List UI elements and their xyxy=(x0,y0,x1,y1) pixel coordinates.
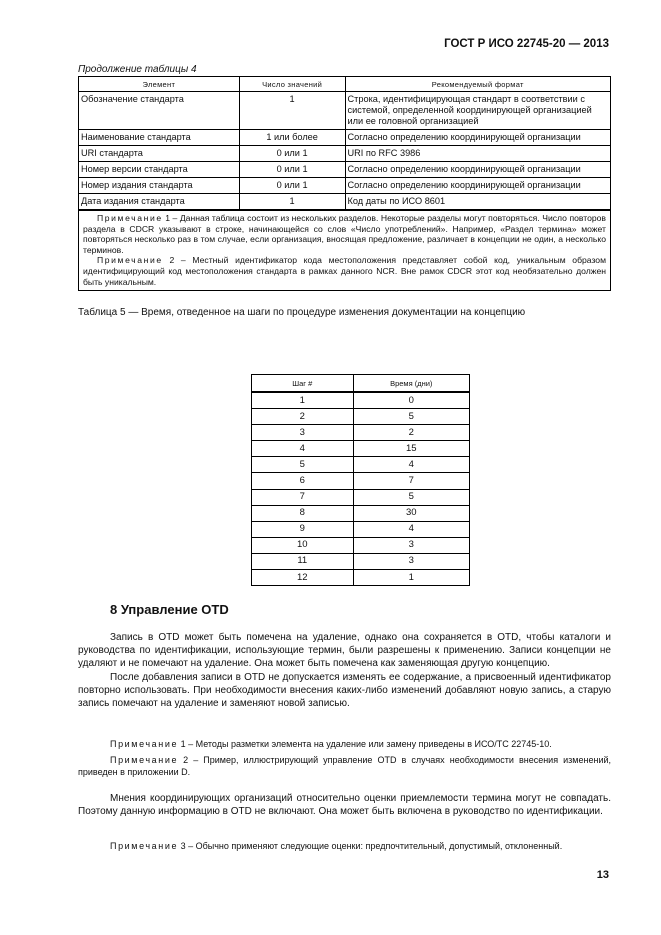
table-row xyxy=(252,521,470,537)
table4-col-element: Элемент xyxy=(79,77,240,92)
cell-count: 0 или 1 xyxy=(239,178,345,194)
cell-element: Номер версии стандарта xyxy=(79,162,240,178)
cell-step: 6 xyxy=(252,473,354,489)
table-row xyxy=(252,489,470,505)
section-8-note-3 xyxy=(78,840,611,852)
cell-format: Согласно определению координирующей организации xyxy=(345,178,610,194)
table-row xyxy=(79,130,611,146)
section-8-paragraphs-1 xyxy=(78,631,611,710)
paragraph: Запись в OTD может быть помечена на удаление, однако она сохраняется в OTD, чтобы каталоги и руководства по идентификации, использующие термин, были разрешены к применению. Записи концепции не удаляют и не помечают на удаление. Она может быть помечена как заменяющая другую концепцию. xyxy=(78,632,611,670)
table4-continuation-label: Продолжение таблицы 4 xyxy=(78,64,197,75)
table5-header-row xyxy=(252,375,470,393)
cell-element: Дата издания стандарта xyxy=(79,194,240,211)
section-8-paragraph-3 xyxy=(78,792,611,818)
note-text: 2 – Местный идентификатор кода местоположения представляет собой код, уникальным образом идентифицирующий код местоположения стандарта в рамках данного NCR. Вне рамок CDCR этот код необязательно должен быть уникальным. xyxy=(83,255,606,287)
cell-days: 7 xyxy=(353,473,469,489)
table4-col-count: Число значений xyxy=(239,77,345,92)
cell-step: 3 xyxy=(252,425,354,441)
table-row xyxy=(79,92,611,130)
table-row xyxy=(79,178,611,194)
note-1 xyxy=(78,738,611,750)
cell-days: 4 xyxy=(353,521,469,537)
cell-step: 8 xyxy=(252,505,354,521)
table4-col-format: Рекомендуемый формат xyxy=(345,77,610,92)
note-2 xyxy=(78,754,611,778)
table-row xyxy=(252,392,470,409)
table-row xyxy=(252,457,470,473)
cell-element: Обозначение стандарта xyxy=(79,92,240,130)
cell-count: 0 или 1 xyxy=(239,162,345,178)
cell-step: 7 xyxy=(252,489,354,505)
table-row xyxy=(252,409,470,425)
cell-count: 0 или 1 xyxy=(239,146,345,162)
section-8-title: 8 Управление OTD xyxy=(110,602,229,617)
table5-col-days: Время (дни) xyxy=(353,375,469,393)
table-row xyxy=(252,537,470,553)
table-row xyxy=(79,146,611,162)
table-row xyxy=(252,441,470,457)
cell-format: Согласно определению координирующей организации xyxy=(345,130,610,146)
note-text: 3 – Обычно применяют следующие оценки: предпочтительный, допустимый, отклоненный. xyxy=(178,841,563,851)
table-row xyxy=(252,473,470,489)
section-8-notes-1 xyxy=(78,738,611,778)
cell-days: 30 xyxy=(353,505,469,521)
cell-count: 1 xyxy=(239,194,345,211)
cell-days: 1 xyxy=(353,570,469,586)
table-4 xyxy=(78,76,611,291)
cell-step: 1 xyxy=(252,392,354,409)
cell-count: 1 xyxy=(239,92,345,130)
cell-format: Код даты по ИСО 8601 xyxy=(345,194,610,211)
table4-note-2 xyxy=(83,255,606,287)
cell-days: 15 xyxy=(353,441,469,457)
table-row xyxy=(252,570,470,586)
cell-days: 5 xyxy=(353,489,469,505)
note-text: 1 – Методы разметки элемента на удаление или замену приведены в ИСО/ТС 22745-10. xyxy=(178,739,552,749)
cell-element: URI стандарта xyxy=(79,146,240,162)
table-row xyxy=(252,553,470,569)
cell-step: 12 xyxy=(252,570,354,586)
table-row xyxy=(252,425,470,441)
cell-days: 5 xyxy=(353,409,469,425)
note-text: 1 – Данная таблица состоит из нескольких разделов. Некоторые разделы могут повторяться. Число повторов раздела в CDCR указывают в строке, начинающейся со слов «Число употреблений». Например, «Раздел термина» может повторяться несколько раз в том случае, если организация, вносящая предложение, различает в концепции не один, а несколько терминов. xyxy=(83,213,606,255)
cell-step: 2 xyxy=(252,409,354,425)
note-label: Примечание xyxy=(110,841,179,851)
cell-format: URI по RFC 3986 xyxy=(345,146,610,162)
table-5 xyxy=(251,374,470,586)
page-number: 13 xyxy=(596,869,609,881)
cell-step: 11 xyxy=(252,553,354,569)
document-header: ГОСТ Р ИСО 22745-20 — 2013 xyxy=(444,38,609,50)
cell-days: 0 xyxy=(353,392,469,409)
cell-count: 1 или более xyxy=(239,130,345,146)
table4-note-1 xyxy=(83,213,606,255)
table5-caption: Таблица 5 — Время, отведенное на шаги по процедуре изменения документации на концепцию xyxy=(78,307,526,318)
paragraph: После добавления записи в OTD не допускается изменять ее содержание, а присвоенный идентификатор повторно использовать. При необходимости внесения каких-либо изменений добавляют новую запись, а старую запись помечают на удаление и заменяют новой записью. xyxy=(78,671,611,710)
cell-days: 2 xyxy=(353,425,469,441)
table4-notes xyxy=(79,210,611,291)
paragraph: Мнения координирующих организаций относительно оценки приемлемости термина могут не совпадать. Поэтому данную информацию в OTD не включают. Она может быть включена в руководство по идентификации. xyxy=(78,793,611,818)
cell-step: 5 xyxy=(252,457,354,473)
cell-days: 3 xyxy=(353,553,469,569)
note-label: Примечание xyxy=(97,255,163,266)
cell-element: Номер издания стандарта xyxy=(79,178,240,194)
table-row xyxy=(252,505,470,521)
cell-days: 4 xyxy=(353,457,469,473)
cell-step: 4 xyxy=(252,441,354,457)
note-label: Примечание xyxy=(97,213,163,223)
table5-col-step: Шаг # xyxy=(252,375,354,393)
note-3 xyxy=(78,840,611,852)
cell-step: 10 xyxy=(252,537,354,553)
cell-format: Строка, идентифицирующая стандарт в соответствии с системой, определенной координирующей организацией или ее головной организацией xyxy=(345,92,610,130)
table4-notes-row xyxy=(79,210,611,291)
table-row xyxy=(79,194,611,211)
cell-step: 9 xyxy=(252,521,354,537)
cell-element: Наименование стандарта xyxy=(79,130,240,146)
table4-header-row xyxy=(79,77,611,92)
note-text: 2 – Пример, иллюстрирующий управление OTD в случаях необходимости внесения изменений, приведен в приложении D. xyxy=(78,755,611,777)
cell-format: Согласно определению координирующей организации xyxy=(345,162,610,178)
note-label: Примечание xyxy=(110,755,179,765)
note-label: Примечание xyxy=(110,739,179,749)
table-row xyxy=(79,162,611,178)
cell-days: 3 xyxy=(353,537,469,553)
